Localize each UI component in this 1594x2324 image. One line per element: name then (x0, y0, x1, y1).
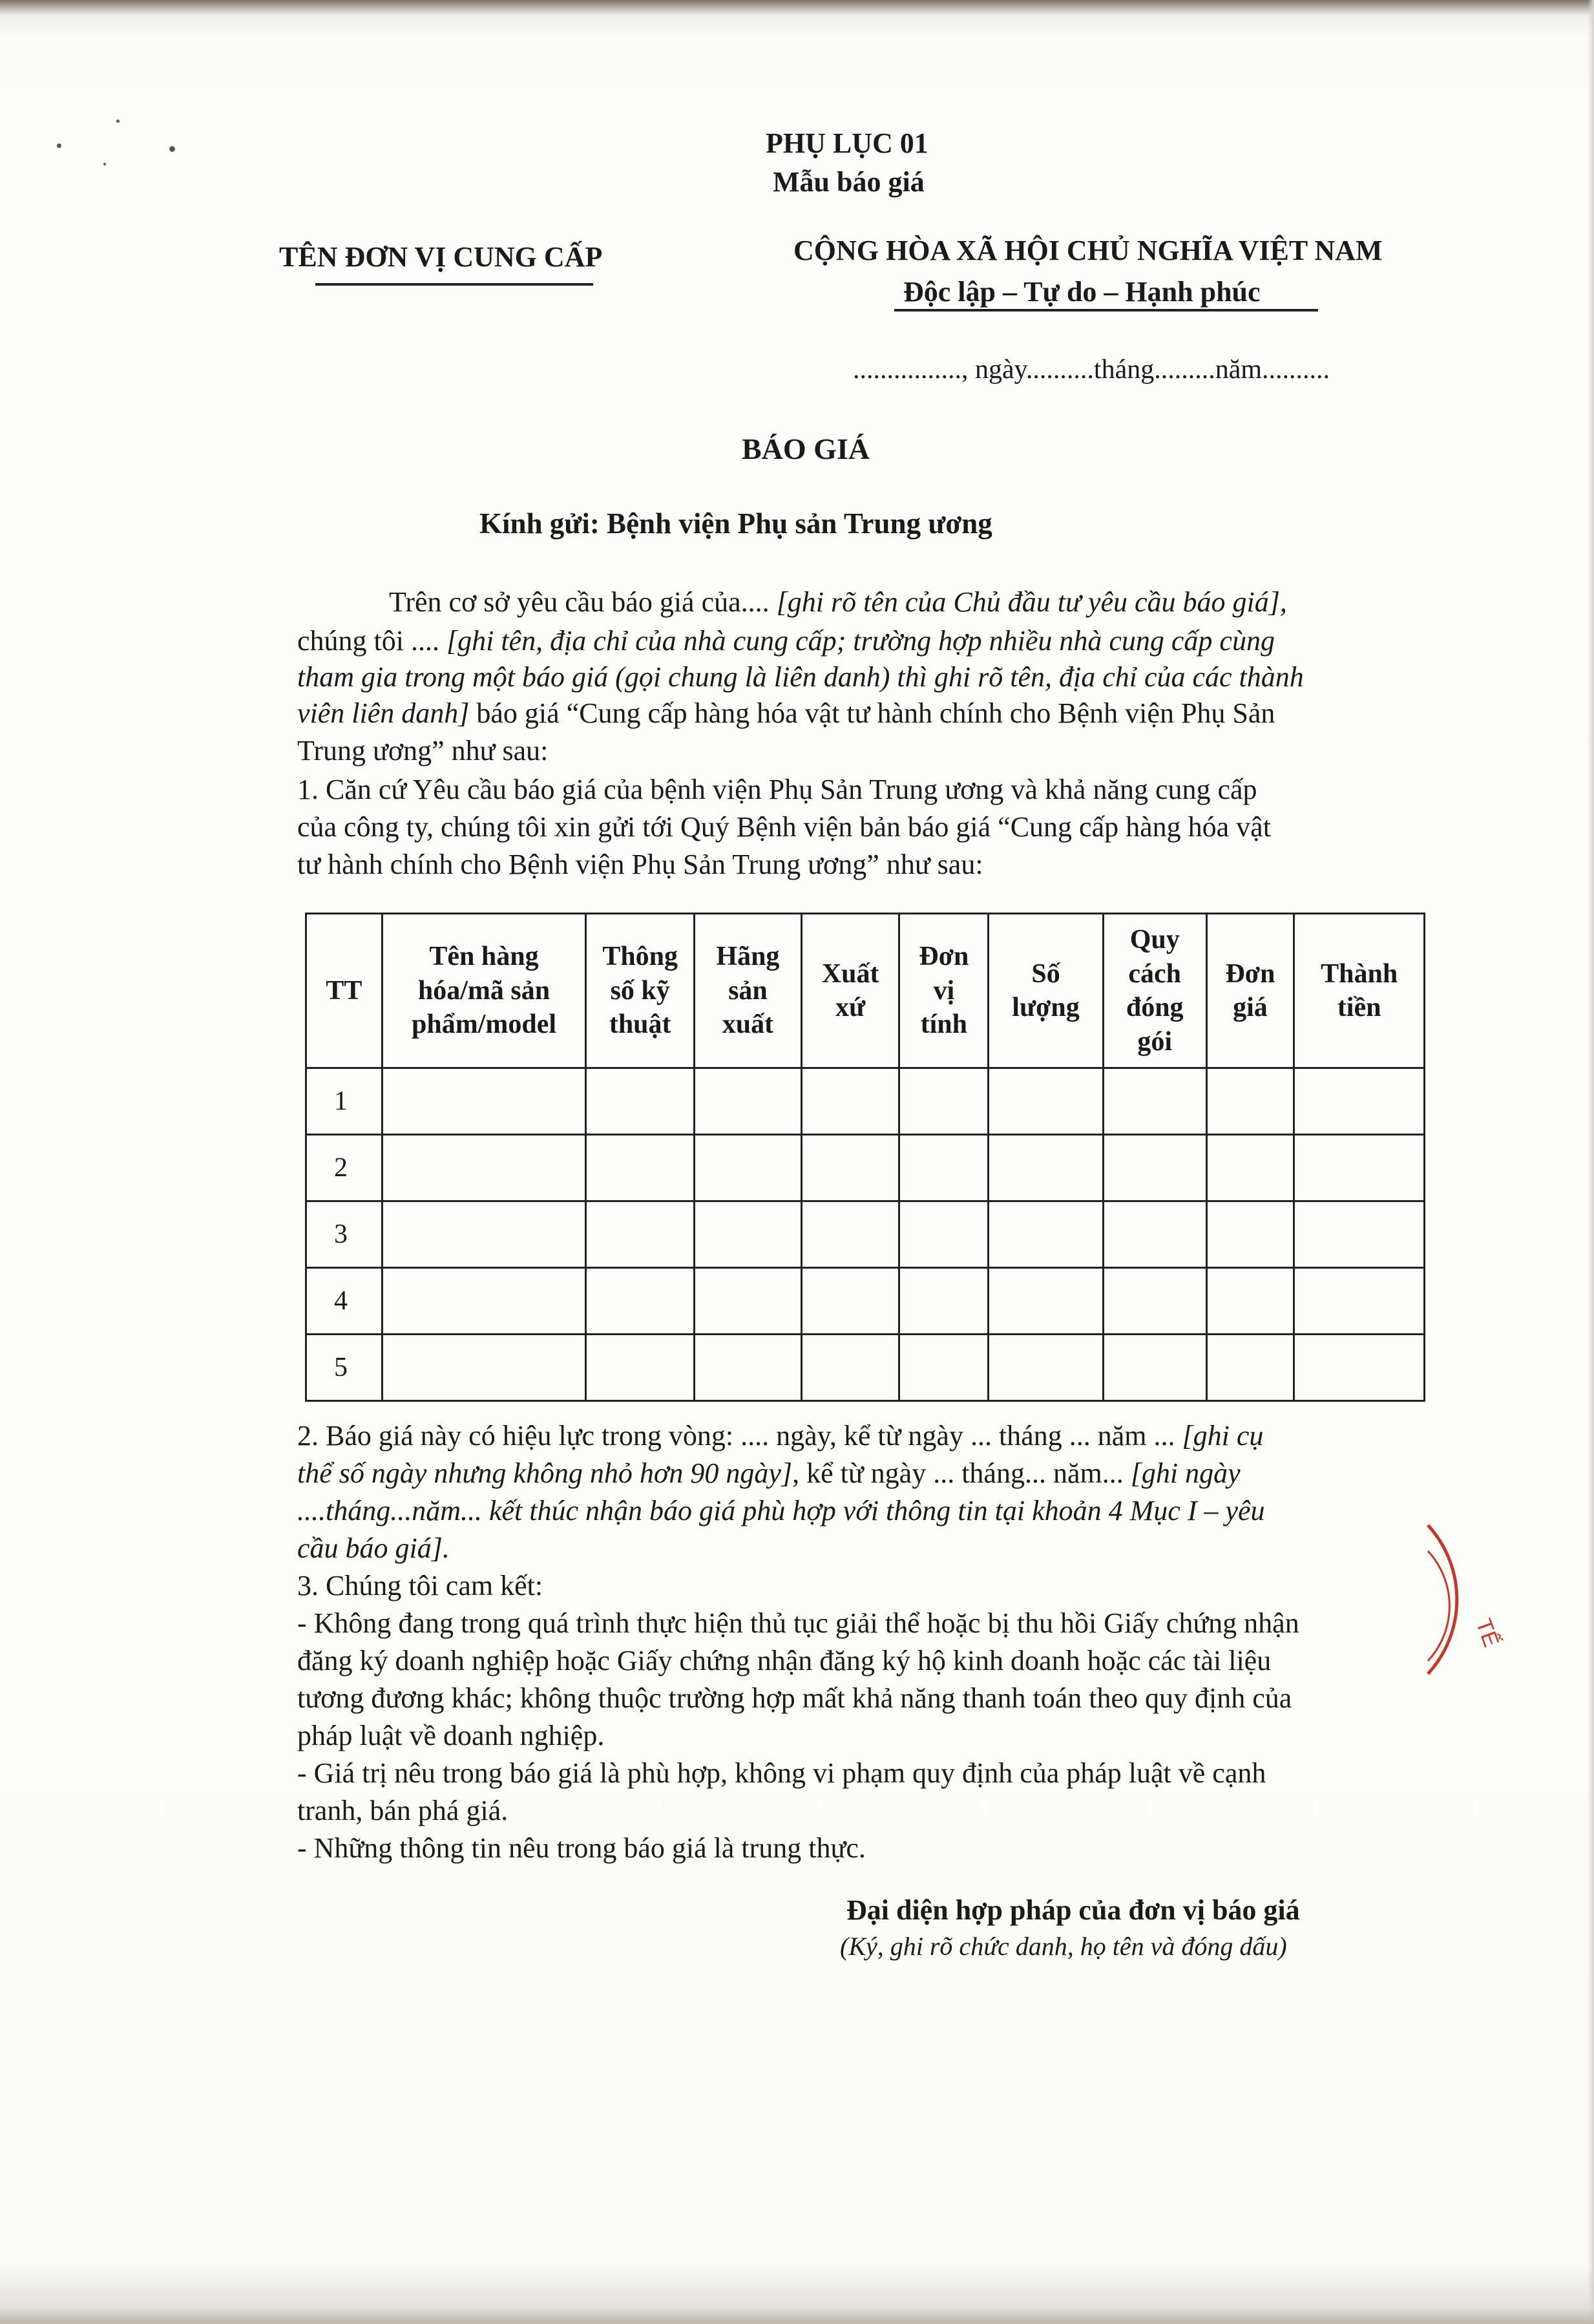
commitment-1-line-2: đăng ký doanh nghiệp hoặc Giấy chứng nhận đăng ký hộ kinh doanh hoặc các tài liệu (297, 1645, 1272, 1676)
column-header-text: Đơn (1225, 958, 1275, 989)
stamp-text: TẾ (1471, 1615, 1504, 1651)
empty-cell (586, 1335, 695, 1401)
section2-line-1: 2. Báo giá này có hiệu lực trong vòng: .... ngày, kể từ ngày ... tháng ... năm ... [ghi cụ (297, 1420, 1264, 1452)
table-row (306, 1335, 1425, 1401)
column-header-text: sản (728, 975, 768, 1006)
column-header (1103, 914, 1206, 1068)
column-header-text: Số (1031, 958, 1060, 989)
empty-cell (899, 1268, 989, 1335)
column-header (1206, 914, 1294, 1068)
empty-cell (1103, 1135, 1206, 1201)
row-number-cell: 1 (306, 1068, 383, 1135)
column-header-text: Quy (1129, 925, 1180, 955)
column-header-text: cách (1128, 958, 1182, 989)
column-header-text: số kỹ (610, 975, 670, 1006)
dust-speck (116, 120, 120, 123)
form-subtitle: Mẫu báo giá (773, 166, 925, 198)
empty-cell (586, 1068, 695, 1135)
commitment-1-line-4: pháp luật về doanh nghiệp. (297, 1720, 605, 1751)
quotation-table (305, 913, 1425, 1402)
column-header-text: tiền (1337, 993, 1381, 1022)
section1-line-2: của công ty, chúng tôi xin gửi tới Quý Bệnh viện bản báo giá “Cung cấp hàng hóa vật (297, 811, 1271, 843)
table-row (306, 1201, 1425, 1268)
column-header (306, 914, 383, 1068)
empty-cell (382, 1068, 586, 1135)
table-header-row (306, 914, 1425, 1068)
column-header-text: TT (326, 975, 362, 1006)
empty-cell (1103, 1068, 1206, 1135)
empty-cell (1103, 1201, 1206, 1268)
column-header-text: Đơn (919, 942, 969, 972)
empty-cell (801, 1068, 899, 1135)
empty-cell (1294, 1135, 1425, 1201)
row-number-cell: 5 (306, 1335, 383, 1401)
commitment-2-line-2: tranh, bán phá giá. (297, 1795, 509, 1826)
empty-cell (1294, 1068, 1425, 1135)
empty-cell (382, 1335, 586, 1401)
signature-instruction: (Ký, ghi rõ chức danh, họ tên và đóng dấu) (840, 1932, 1287, 1961)
column-header-text: Hãng (716, 942, 780, 972)
empty-cell (695, 1068, 802, 1135)
empty-cell (989, 1068, 1104, 1135)
table-row (306, 1268, 1425, 1335)
intro-line-5: Trung ương” như sau: (297, 735, 549, 766)
national-title: CỘNG HÒA XÃ HỘI CHỦ NGHĨA VIỆT NAM (793, 235, 1383, 266)
column-header-text: đóng (1126, 993, 1184, 1022)
column-header-text: xứ (835, 993, 866, 1022)
commitment-3: - Những thông tin nêu trong báo giá là trung thực. (297, 1832, 866, 1864)
dust-speck (57, 143, 61, 148)
empty-cell (899, 1335, 989, 1401)
intro-line-3: tham gia trong một báo giá (gọi chung là liên danh) thì ghi rõ tên, địa chỉ của các thành (297, 661, 1304, 693)
paper-right-edge (1588, 0, 1594, 2324)
place-date-line: ................, ngày..........tháng.........năm.......... (853, 355, 1330, 385)
empty-cell (801, 1135, 899, 1201)
document-title: BÁO GIÁ (742, 432, 870, 465)
empty-cell (989, 1268, 1104, 1335)
paper-top-edge (0, 0, 1594, 16)
empty-cell (1206, 1068, 1294, 1135)
row-number-cell: 4 (306, 1268, 383, 1335)
table-body (306, 1068, 1425, 1401)
empty-cell (989, 1335, 1104, 1401)
column-header (695, 914, 802, 1068)
column-header-text: vị (933, 975, 955, 1006)
row-number-cell: 3 (306, 1201, 383, 1268)
empty-cell (382, 1268, 586, 1335)
column-header-text: tính (920, 1009, 968, 1040)
section1-line-3: tư hành chính cho Bệnh viện Phụ Sản Trung ương” như sau: (297, 849, 983, 880)
section1-line-1: 1. Căn cứ Yêu cầu báo giá của bệnh viện Phụ Sản Trung ương và khả năng cung cấp (297, 774, 1257, 805)
row-number-cell: 2 (306, 1135, 383, 1201)
empty-cell (1206, 1335, 1294, 1401)
empty-cell (1206, 1135, 1294, 1201)
column-header-text: Tên hàng (429, 942, 539, 972)
red-seal-stamp-fragment (1409, 1486, 1594, 1680)
intro-line-4: viên liên danh] báo giá “Cung cấp hàng hóa vật tư hành chính cho Bệnh viện Phụ Sản (297, 697, 1275, 729)
column-header-text: Thành (1321, 958, 1398, 989)
section3-heading: 3. Chúng tôi cam kết: (297, 1570, 543, 1601)
motto-underline (894, 309, 1318, 312)
empty-cell (1294, 1335, 1425, 1401)
supplier-underline (315, 283, 593, 286)
empty-cell (801, 1335, 899, 1401)
dust-speck (169, 146, 175, 152)
column-header (801, 914, 899, 1068)
empty-cell (382, 1201, 586, 1268)
section2-line-3: ....tháng...năm... kết thúc nhận báo giá phù hợp với thông tin tại khoản 4 Mục I – yêu (297, 1495, 1265, 1526)
supplier-name-placeholder: TÊN ĐƠN VỊ CUNG CẤP (279, 241, 603, 273)
empty-cell (695, 1135, 802, 1201)
column-header (1294, 914, 1425, 1068)
intro-line-2: chúng tôi .... [ghi tên, địa chỉ của nhà cung cấp; trường hợp nhiều nhà cung cấp cùng (297, 625, 1275, 657)
empty-cell (586, 1268, 695, 1335)
column-header (382, 914, 586, 1068)
signature-title: Đại diện hợp pháp của đơn vị báo giá (846, 1894, 1300, 1926)
column-header-text: gói (1137, 1026, 1173, 1057)
column-header-text: phẩm/model (412, 1009, 557, 1040)
national-motto: Độc lập – Tự do – Hạnh phúc (903, 276, 1261, 308)
empty-cell (695, 1335, 802, 1401)
column-header (586, 914, 695, 1068)
column-header-text: xuất (722, 1009, 774, 1040)
table-row (306, 1068, 1425, 1135)
column-header-text: hóa/mã sản (417, 975, 551, 1006)
commitment-1-line-1: - Không đang trong quá trình thực hiện thủ tục giải thể hoặc bị thu hồi Giấy chứng nhận (297, 1607, 1299, 1639)
empty-cell (899, 1135, 989, 1201)
intro-line-1: Trên cơ sở yêu cầu báo giá của.... [ghi rõ tên của Chủ đầu tư yêu cầu báo giá], (389, 586, 1287, 618)
empty-cell (1206, 1268, 1294, 1335)
empty-cell (1103, 1335, 1206, 1401)
empty-cell (801, 1268, 899, 1335)
empty-cell (899, 1201, 989, 1268)
empty-cell (1206, 1201, 1294, 1268)
empty-cell (382, 1135, 586, 1201)
empty-cell (899, 1068, 989, 1135)
paper-bottom-edge (0, 2307, 1594, 2324)
stamp-outer-ring (1428, 1525, 1457, 1674)
section2-line-2: thể số ngày nhưng không nhỏ hơn 90 ngày], kể từ ngày ... tháng... năm... [ghi ngày (297, 1457, 1241, 1489)
commitment-1-line-3: tương đương khác; không thuộc trường hợp mất khả năng thanh toán theo quy định của (297, 1682, 1292, 1714)
empty-cell (1294, 1201, 1425, 1268)
table-row (306, 1135, 1425, 1201)
commitment-2-line-1: - Giá trị nêu trong báo giá là phù hợp, không vi phạm quy định của pháp luật về cạnh (297, 1757, 1266, 1789)
empty-cell (1294, 1268, 1425, 1335)
empty-cell (586, 1201, 695, 1268)
empty-cell (1103, 1268, 1206, 1335)
empty-cell (989, 1135, 1104, 1201)
annex-label: PHỤ LỤC 01 (766, 127, 928, 159)
empty-cell (989, 1201, 1104, 1268)
column-header-text: thuật (609, 1009, 671, 1040)
dust-speck (103, 163, 106, 165)
column-header-text: giá (1233, 993, 1268, 1022)
empty-cell (801, 1201, 899, 1268)
column-header-text: Xuất (821, 958, 879, 989)
column-header (989, 914, 1104, 1068)
section2-line-4: cầu báo giá]. (297, 1532, 450, 1564)
empty-cell (586, 1135, 695, 1201)
column-header (899, 914, 989, 1068)
empty-cell (695, 1201, 802, 1268)
recipient-line: Kính gửi: Bệnh viện Phụ sản Trung ương (479, 507, 992, 540)
column-header-text: Thông (602, 942, 678, 972)
empty-cell (695, 1268, 802, 1335)
column-header-text: lượng (1012, 993, 1080, 1022)
